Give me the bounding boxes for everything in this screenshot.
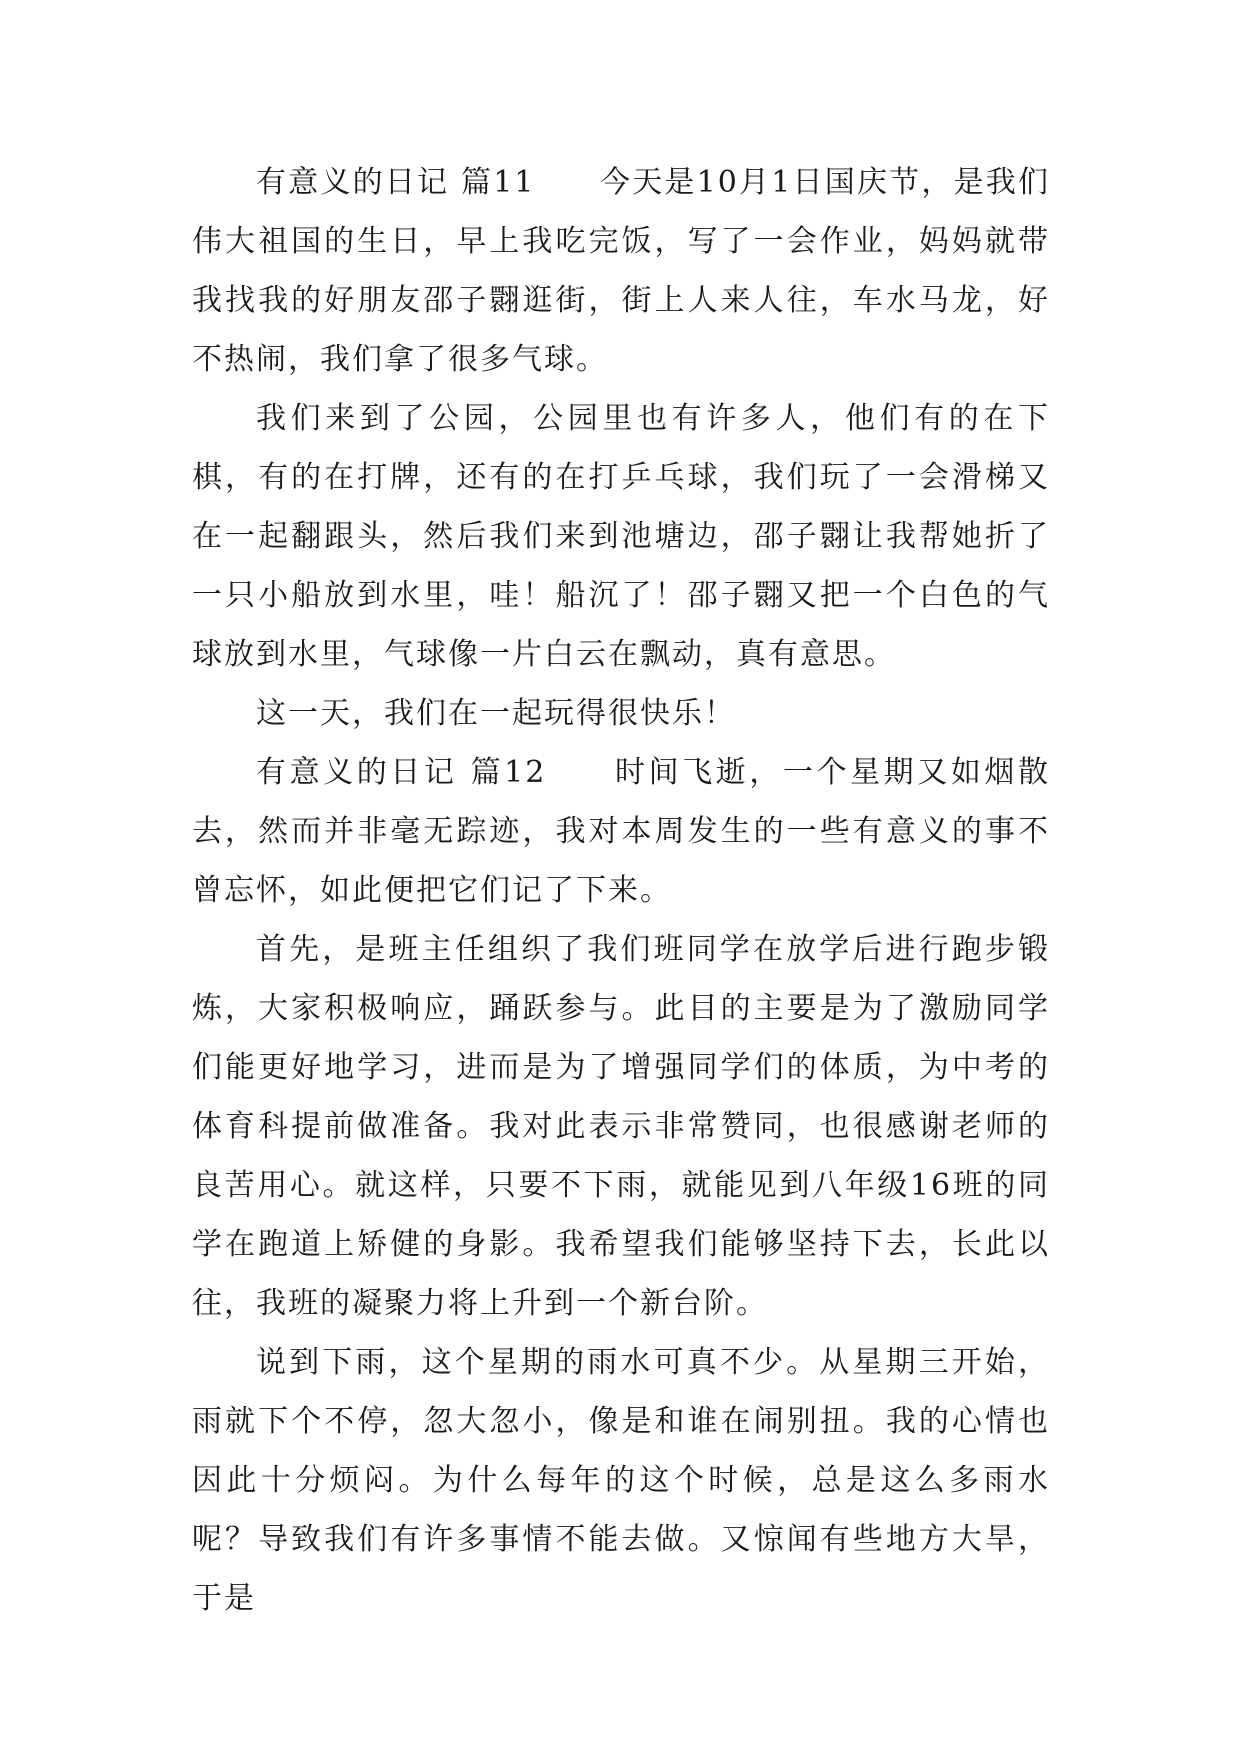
paragraph-park: 我们来到了公园，公园里也有许多人，他们有的在下棋，有的在打牌，还有的在打乒乓球，我们玩了一会滑梯又在一起翻跟头，然后我们来到池塘边，邵子翾让我帮她折了一只小船放到水里，哇！船沉了！邵子翾又把一个白色的气球放到水里，气球像一片白云在飘动，真有意思。	[192, 401, 1050, 672]
paragraph-diary-11-intro: 有意义的日记 篇11 今天是10月1日国庆节，是我们伟大祖国的生日，早上我吃完饭，写了一会作业，妈妈就带我找我的好朋友邵子翾逛街，街上人来人往，车水马龙，好不热闹，我们拿了很多气球。	[192, 165, 1050, 377]
paragraph-happy-day: 这一天，我们在一起玩得很快乐！	[256, 696, 736, 731]
paragraph-diary-12-intro: 有意义的日记 篇12 时间飞逝，一个星期又如烟散去，然而并非毫无踪迹，我对本周发生的一些有意义的事不曾忘怀，如此便把它们记了下来。	[192, 755, 1050, 908]
paragraph-running: 首先，是班主任组织了我们班同学在放学后进行跑步锻炼，大家积极响应，踊跃参与。此目的主要是为了激励同学们能更好地学习，进而是为了增强同学们的体质，为中考的体育科提前做准备。我对此表示非常赞同，也很感谢老师的良苦用心。就这样，只要不下雨，就能见到八年级16班的同学在跑道上矫健的身影。我希望我们能够坚持下去，长此以往，我班的凝聚力将上升到一个新台阶。	[192, 932, 1050, 1321]
document-body	[192, 153, 1050, 1628]
paragraph-rain: 说到下雨，这个星期的雨水可真不少。从星期三开始，雨就下个不停，忽大忽小，像是和谁在闹别扭。我的心情也因此十分烦闷。为什么每年的这个时候，总是这么多雨水呢？导致我们有许多事情不能去做。又惊闻有些地方大旱，于是	[192, 1345, 1050, 1616]
